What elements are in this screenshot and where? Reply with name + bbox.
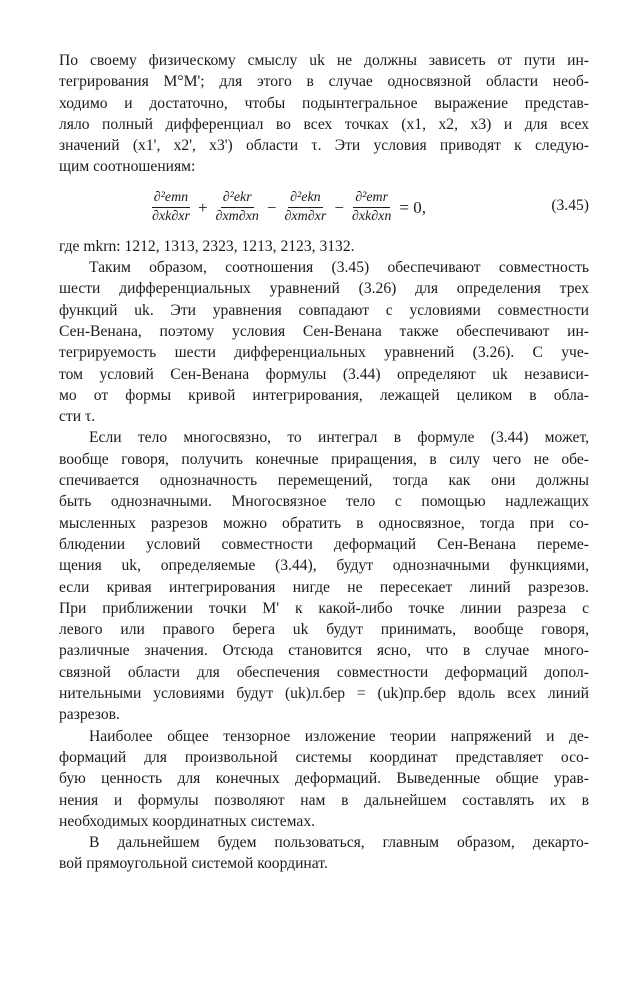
text-line: Таким образом, соотношения (3.45) обеспечивают совместность: [89, 259, 589, 277]
equation-body: [147, 184, 429, 232]
operator: −: [334, 197, 344, 217]
equation-number: (3.45): [551, 196, 589, 214]
text-line: щения uk, определяемые (3.44), будут однозначными функциями,: [59, 557, 589, 575]
text-line: При приближении точки M' к какой-либо точке линии разреза с: [59, 599, 589, 617]
text-line: быть однозначными. Многосвязное тело с помощью надлежащих: [59, 493, 589, 511]
text-line: если кривая интегрирования нигде не пересекает линий разрезов.: [59, 578, 589, 596]
paragraph-5: [59, 726, 589, 832]
text-line: сти τ.: [59, 408, 96, 426]
text-line: ляло полный дифференциал во всех точках (x1, x2, x3) и для всех: [59, 115, 589, 133]
text-line: нительными условиями будут (uk)л.бер = (uk)пр.бер вдоль всех линий: [59, 685, 589, 703]
text-line: вой прямоугольной системой координат.: [59, 855, 328, 873]
text-line: блюдении условий совместности деформаций Сен-Венана переме-: [59, 535, 589, 553]
paragraph-3: [59, 257, 589, 427]
text-line: Если тело многосвязно, то интеграл в формуле (3.44) может,: [89, 429, 589, 447]
numerator: ∂²ekn: [288, 190, 323, 208]
operator: +: [197, 197, 208, 217]
equation-3-45: [59, 184, 589, 232]
fraction: [214, 190, 261, 225]
text-line: спечивается однозначность перемещений, тогда как они должны: [59, 472, 589, 490]
fraction: [283, 190, 329, 225]
fraction: [150, 190, 192, 225]
text-line: функций uk. Эти уравнения совпадают с условиями совместности: [59, 301, 589, 319]
text-line: тегрирования M°M'; для этого в случае односвязной области необ-: [59, 73, 589, 91]
text-line: нения и формулы позволяют нам в дальнейшем составлять их в: [59, 791, 589, 809]
text-line: мо от формы кривой интегрирования, лежащей целиком в обла-: [59, 386, 589, 404]
text-line: том условий Сен-Венана формулы (3.44) определяют uk независи-: [59, 365, 589, 383]
denominator: ∂xk∂xr: [152, 209, 190, 225]
operator: −: [266, 197, 277, 217]
text-line: значений (x1', x2', x3') области τ. Эти условия приводят к следую-: [59, 137, 589, 155]
text-line: левого или правого берега uk будут принимать, вообще говоря,: [59, 621, 589, 639]
text-line: ходимо и достаточно, чтобы подынтегральное выражение представ-: [59, 94, 589, 112]
text-line: шести дифференциальных уравнений (3.26) для определения трех: [59, 280, 589, 298]
numerator: ∂²emr: [353, 190, 390, 208]
text-line: щим соотношениям:: [59, 158, 196, 176]
text-line: Наиболее общее тензорное изложение теории напряжений и де-: [89, 727, 589, 745]
fraction: [350, 190, 393, 225]
text-line: разрезов.: [59, 706, 120, 724]
denominator: ∂xm∂xn: [215, 209, 259, 225]
text-line: необходимых координатных системах.: [59, 812, 316, 830]
text-line: различные значения. Отсюда становится ясно, что в случае много-: [59, 642, 589, 660]
denominator: ∂xm∂xr: [284, 209, 327, 225]
text-line: тегрируемость шести дифференциальных уравнений (3.26). С уче-: [59, 344, 589, 362]
denominator: ∂xk∂xn: [351, 209, 392, 225]
text-line: По своему физическому смыслу uk не должны зависеть от пути ин-: [59, 52, 589, 69]
page-text: [59, 50, 589, 875]
text-line: формаций для произвольной системы координат представляет осо-: [59, 748, 589, 766]
paragraph-1: [59, 50, 589, 178]
paragraph-2: где mkrn: 1212, 1313, 2323, 1213, 2123, 3132.: [59, 237, 355, 255]
text-line: мысленных разрезов можно обратить в односвязное, тогда при со-: [59, 514, 589, 532]
paragraph-4: [59, 427, 589, 725]
text-line: вообще говоря, получить конечные приращения, в силу чего не обе-: [59, 450, 589, 468]
text-line: В дальнейшем будем пользоваться, главным образом, декарто-: [89, 834, 589, 852]
numerator: ∂²ekr: [221, 190, 254, 208]
equation-rhs: = 0,: [399, 197, 426, 217]
paragraph-6: [59, 832, 589, 875]
text-line: бую ценность для конечных деформаций. Выведенные общие урав-: [59, 770, 589, 788]
text-line: связной области для обеспечения совместности деформаций допол-: [59, 663, 589, 681]
text-line: Сен-Венана, поэтому условия Сен-Венана также обеспечивают ин-: [59, 322, 589, 340]
numerator: ∂²emn: [152, 190, 190, 208]
